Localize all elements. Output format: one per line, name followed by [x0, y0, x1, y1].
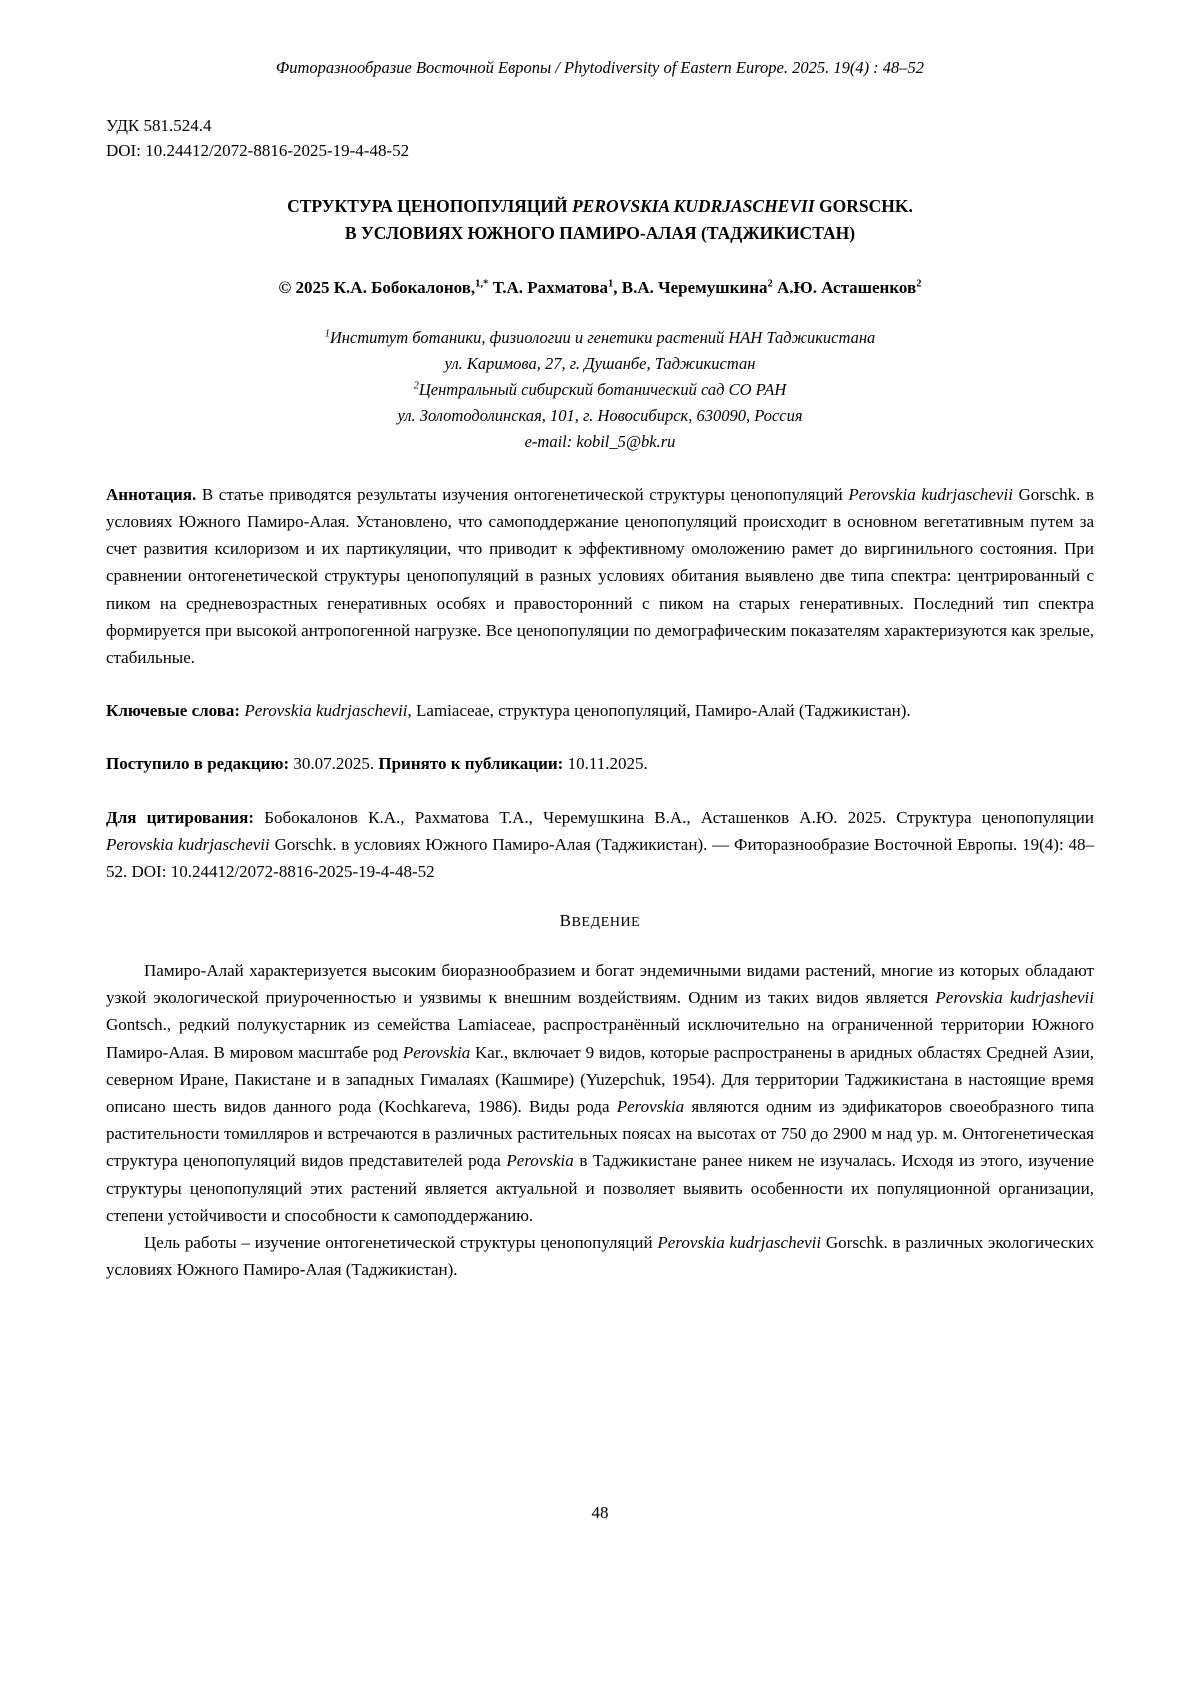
abstract-paragraph: Аннотация. В статье приводятся результаты изучения онтогенетической структуры ценопопуляций Perovskia kudrjaschevii Gorschk. в условиях Южного Памиро-Алая. Установлено, что самоподдержание ценопопуляций происходит в основном вегетативным путем за счет развития ксилоризом и их партикуляции, что приводит к эффективному омоложению рамет до виргинильного состояния. При сравнении онтогенетической структуры ценопопуляций в разных условиях обитания выявлено две типа спектра: центрированный с пиком на средневозрастных генеративных особях и правосторонний с пиком на старых генеративных. Последний тип спектра формируется при высокой антропогенной нагрузке. Все ценопопуляции по демографическим показателям характеризуются как зрелые, стабильные. [106, 484, 1094, 667]
affiliations-block [106, 325, 1094, 455]
email-line: e-mail: kobil_5@bk.ru [524, 431, 676, 451]
keywords-paragraph: Ключевые слова: Perovskia kudrjaschevii, Lamiaceae, структура ценопопуляций, Памиро-Алай (Таджикистан). [106, 701, 911, 721]
article-title-line1: СТРУКТУРА ЦЕНОПОПУЛЯЦИЙ PEROVSKIA KUDRJASCHEVII GORSCHK. [287, 196, 913, 217]
authors-line: © 2025 К.А. Бобокалонов,$^{1,*}$ Т.А. Рахматова$^1$, В.А. Черемушкина$^2$ А.Ю. Асташенков$^2$ [278, 277, 922, 297]
doi-line: DOI: 10.24412/2072-8816-2025-19-4-48-52 [106, 140, 410, 160]
affiliation-line-3: $^2$Центральный сибирский ботанический сад СО РАН [413, 379, 787, 399]
affiliation-line-4: ул. Золотодолинская, 101, г. Новосибирск, 630090, Россия [397, 405, 803, 425]
dates-paragraph: Поступило в редакцию: 30.07.2025. Принято к публикации: 10.11.2025. [106, 754, 648, 774]
article-title [106, 193, 1094, 247]
section-heading-introduction: ВВЕДЕНИЕ [559, 911, 641, 931]
affiliation-line-1: $^1$Институт ботаники, физиологии и генетики растений НАН Таджикистана [324, 327, 876, 347]
page-number: 48 [591, 1503, 609, 1522]
citation-paragraph: Для цитирования: Бобокалонов К.А., Рахматова Т.А., Черемушкина В.А., Асташенков А.Ю. 2025. Структура ценопопуляции Perovskia kudrjaschevii Gorschk. в условиях Южного Памиро-Алая (Таджикистан). — Фиторазнообразие Восточной Европы. 19(4): 48–52. DOI: 10.24412/2072-8816-2025-19-4-48-52 [106, 807, 1095, 881]
udc-line: УДК 581.524.4 [106, 116, 212, 135]
intro-paragraph: Памиро-Алай характеризуется высоким биоразнообразием и богат эндемичными видами растений, многие из которых обладают узкой экологической приуроченностью и уязвимы к внешним воздействиям. Одним из таких видов является Perovskia kudrjashevii Gontsch., редкий полукустарник из семейства Lamiaceae, распространённый исключительно на ограниченной территории Южного Памиро-Алая. В мировом масштабе род Perovskia Kar., включает 9 видов, которые распространены в аридных областях Средней Азии, северном Иране, Пакистане и в западных Гималаях (Кашмире) (Yuzepchuk, 1954). Для территории Таджикистана в настоящие время описано шесть видов данного рода (Kochkareva, 1986). Виды рода Perovskia являются одним из эдификаторов своеобразного типа растительности томилляров и встречаются в различных растительных поясах на высотах от 750 до 2900 м над ур. м. Онтогенетическая структура ценопопуляций видов представителей рода Perovskia в Таджикистане ранее никем не изучалась. Исходя из этого, изучение структуры ценопопуляций этих растений является актуальной и позволяет выявить особенности их популяционной организации, степени устойчивости и способности к самоподдержанию. [106, 961, 1094, 1225]
journal-header: Фиторазнообразие Восточной Европы / Phytodiversity of Eastern Europe. 2025. 19(4) : 48–52 [275, 58, 925, 77]
affiliation-line-2: ул. Каримова, 27, г. Душанбе, Таджикистан [444, 353, 756, 373]
article-title-line2: В УСЛОВИЯХ ЮЖНОГО ПАМИРО-АЛАЯ (ТАДЖИКИСТАН) [344, 223, 856, 244]
goal-paragraph: Цель работы – изучение онтогенетической структуры ценопопуляций Perovskia kudrjaschevii Gorschk. в различных экологических условиях Южного Памиро-Алая (Таджикистан). [106, 1232, 1094, 1280]
